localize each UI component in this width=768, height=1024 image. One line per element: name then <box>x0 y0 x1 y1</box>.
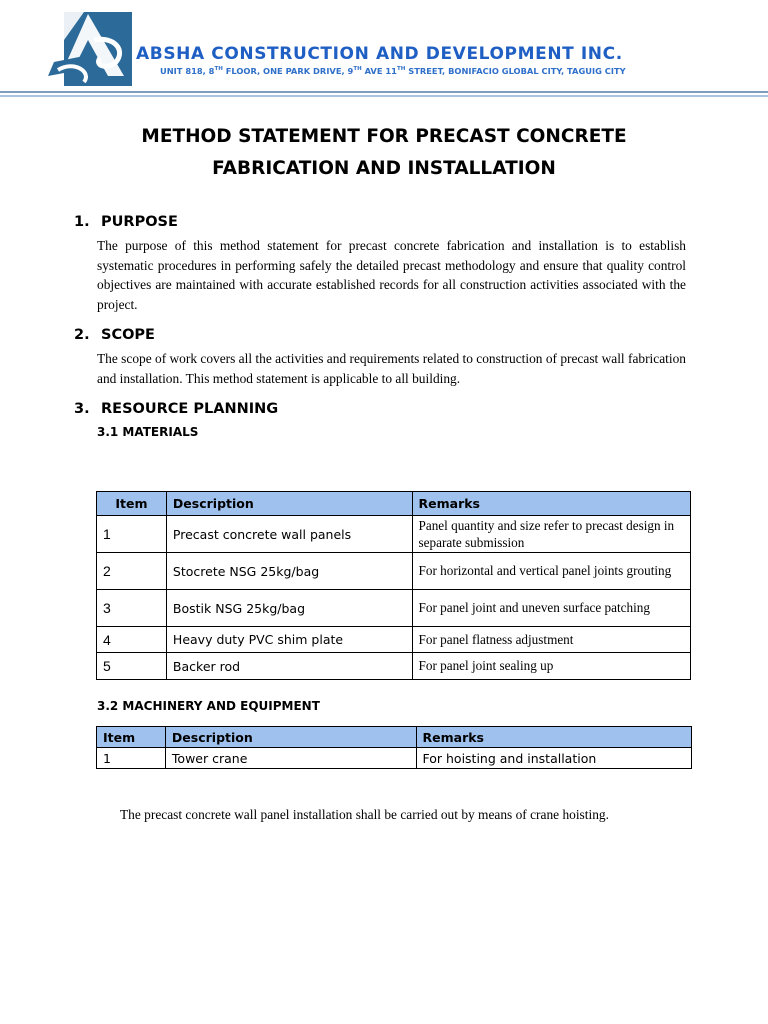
table-row <box>97 516 691 553</box>
table-row <box>97 627 691 653</box>
item-cell: 4 <box>97 627 167 653</box>
item-cell: 3 <box>97 590 167 627</box>
materials-heading: 3.1 MATERIALS <box>97 425 199 439</box>
address-part: AVE 11 <box>361 66 397 76</box>
table-row <box>97 553 691 590</box>
company-logo-icon <box>44 10 134 88</box>
description-cell: Bostik NSG 25kg/bag <box>166 590 412 627</box>
section-title: RESOURCE PLANNING <box>101 401 279 417</box>
section-title: PURPOSE <box>101 214 178 230</box>
item-cell: 5 <box>97 653 167 680</box>
title-line: FABRICATION AND INSTALLATION <box>212 158 556 179</box>
address-sup: TH <box>396 66 406 72</box>
table-header-row <box>97 492 691 516</box>
address-part: UNIT 818, 8 <box>160 66 215 76</box>
title-line: METHOD STATEMENT FOR PRECAST CONCRETE <box>141 126 627 147</box>
materials-table <box>96 491 691 680</box>
remarks-cell: For hoisting and installation <box>416 748 692 769</box>
item-cell: 1 <box>97 748 166 769</box>
machinery-heading: 3.2 MACHINERY AND EQUIPMENT <box>97 699 320 713</box>
table-row <box>97 748 692 769</box>
purpose-paragraph: The purpose of this method statement for precast concrete fabrication and installation is to establish systematic procedures in performing safely the detailed precast methodology and ensure that quality control objectives are maintained with accurate established records for all construction activities associated with the project. <box>97 238 686 313</box>
table-row <box>97 590 691 627</box>
description-cell: Stocrete NSG 25kg/bag <box>166 553 412 590</box>
description-cell: Tower crane <box>165 748 416 769</box>
column-header: Item <box>97 492 167 516</box>
item-cell: 1 <box>97 516 167 553</box>
remarks-cell: Panel quantity and size refer to precast design in separate submission <box>412 516 690 553</box>
section-number: 2. <box>74 327 90 343</box>
description-cell: Precast concrete wall panels <box>166 516 412 553</box>
section-heading-scope <box>74 327 155 343</box>
section-heading-purpose <box>74 214 178 230</box>
address-sup: TH <box>214 66 223 72</box>
closing-paragraph: The precast concrete wall panel installation shall be carried out by means of crane hoisting. <box>120 807 609 822</box>
column-header: Remarks <box>416 727 692 748</box>
section-number: 3. <box>74 401 90 417</box>
table-header-row <box>97 727 692 748</box>
description-cell: Heavy duty PVC shim plate <box>166 627 412 653</box>
description-cell: Backer rod <box>166 653 412 680</box>
remarks-cell: For panel joint and uneven surface patching <box>412 590 690 627</box>
company-name: ABSHA CONSTRUCTION AND DEVELOPMENT INC. <box>136 44 623 64</box>
letterhead <box>0 0 768 100</box>
scope-paragraph: The scope of work covers all the activities and requirements related to construction of precast wall fabrication and installation. This method statement is applicable to all building. <box>97 351 686 386</box>
remarks-cell: For horizontal and vertical panel joints grouting <box>412 553 690 590</box>
document-title <box>84 121 684 185</box>
section-heading-resource-planning <box>74 401 278 417</box>
header-divider <box>0 95 768 97</box>
company-address <box>160 66 680 76</box>
column-header: Remarks <box>412 492 690 516</box>
header-divider <box>0 91 768 93</box>
column-header: Description <box>165 727 416 748</box>
section-number: 1. <box>74 214 90 230</box>
column-header: Item <box>97 727 166 748</box>
table-row <box>97 653 691 680</box>
remarks-cell: For panel flatness adjustment <box>412 627 690 653</box>
address-sup: TH <box>353 66 362 72</box>
section-title: SCOPE <box>101 327 155 343</box>
remarks-cell: For panel joint sealing up <box>412 653 690 680</box>
address-part: STREET, BONIFACIO GLOBAL CITY, TAGUIG CITY <box>405 66 626 76</box>
address-part: FLOOR, ONE PARK DRIVE, 9 <box>222 66 354 76</box>
machinery-table <box>96 726 692 769</box>
column-header: Description <box>166 492 412 516</box>
item-cell: 2 <box>97 553 167 590</box>
